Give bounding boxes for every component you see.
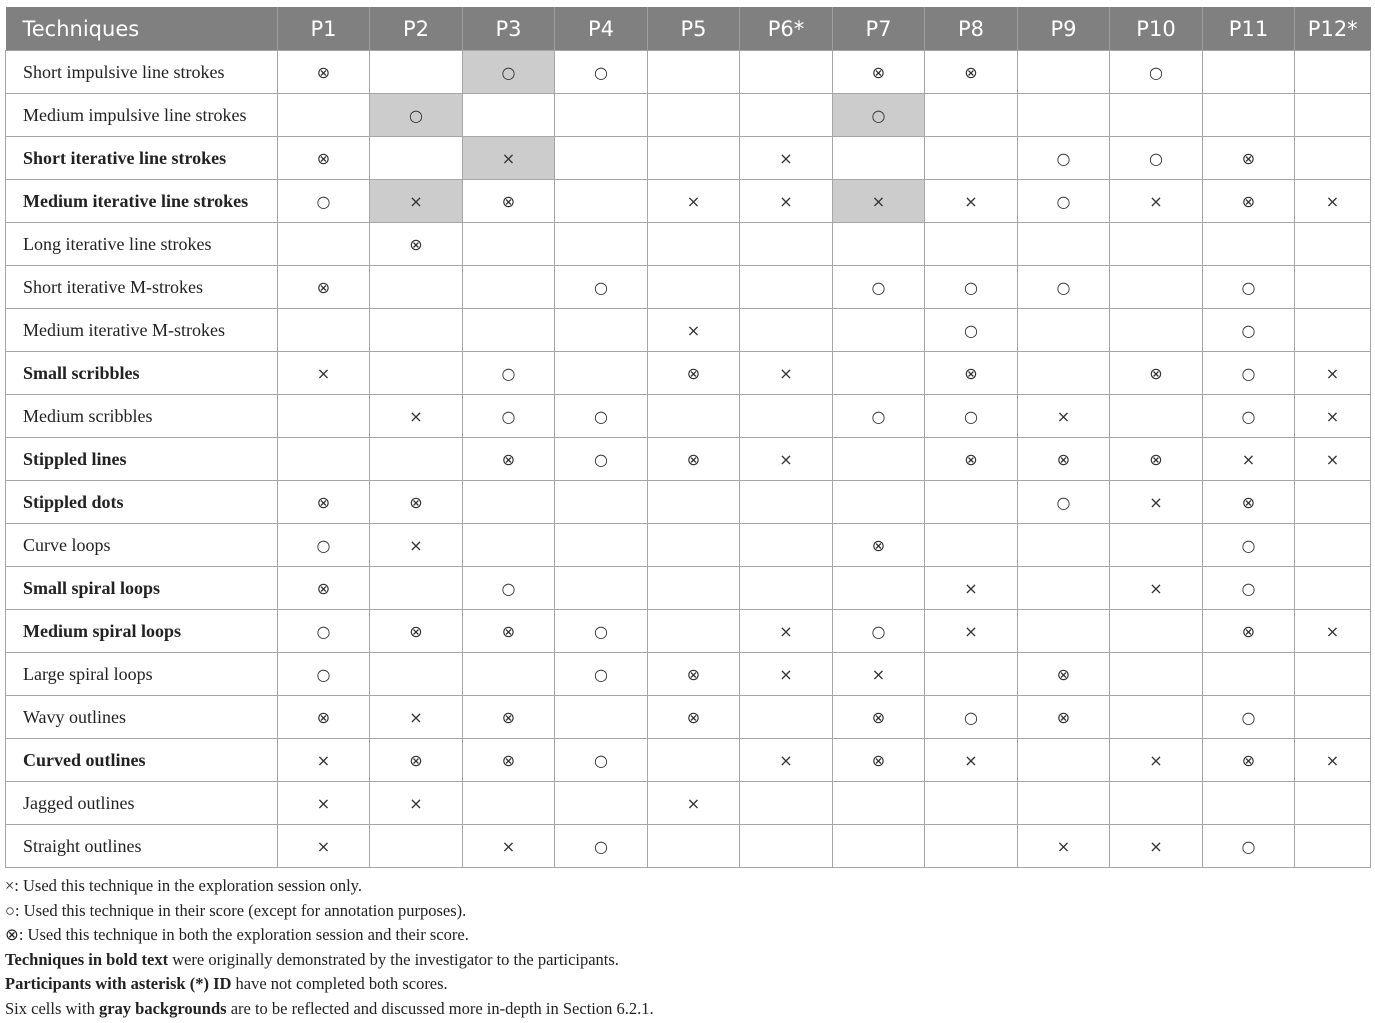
technique-label: Medium spiral loops [6,610,278,653]
table-row [6,782,1371,825]
table-row [6,352,1371,395]
technique-cell [555,352,648,395]
technique-cell [1295,481,1371,524]
technique-cell [1110,395,1203,438]
technique-cell [555,309,648,352]
technique-cell [740,567,833,610]
technique-cell [463,481,555,524]
technique-cell: ⊗ [278,481,370,524]
technique-cell [370,137,463,180]
technique-cell [1018,94,1110,137]
technique-cell: × [648,180,740,223]
technique-cell: × [1295,352,1371,395]
technique-cell: ⊗ [463,610,555,653]
technique-cell [833,438,925,481]
technique-cell: ⊗ [463,180,555,223]
table-row [6,610,1371,653]
technique-cell: × [1295,438,1371,481]
technique-cell: × [1110,180,1203,223]
technique-cell: ⊗ [833,739,925,782]
technique-cell: ○ [555,653,648,696]
footnote-circled-cross: ⊗: Used this technique in both the exploration session and their score. [5,925,469,945]
technique-label: Medium scribbles [6,395,278,438]
technique-label: Medium iterative line strokes [6,180,278,223]
technique-cell [1295,524,1371,567]
technique-cell: × [925,180,1018,223]
technique-cell [1018,782,1110,825]
technique-cell [925,137,1018,180]
technique-cell [1110,266,1203,309]
technique-cell: ○ [833,395,925,438]
technique-cell [555,481,648,524]
technique-cell [463,94,555,137]
technique-cell: ⊗ [278,266,370,309]
technique-label: Stippled lines [6,438,278,481]
technique-cell [740,696,833,739]
technique-cell: ○ [1203,266,1295,309]
footnote-gray-pre: Six cells with [5,998,99,1018]
technique-cell [740,51,833,94]
technique-cell: ⊗ [278,51,370,94]
technique-cell [278,438,370,481]
technique-cell: ○ [833,266,925,309]
technique-cell: ○ [278,653,370,696]
technique-cell: ⊗ [463,438,555,481]
technique-cell: ○ [555,610,648,653]
technique-cell: ○ [555,266,648,309]
technique-cell: ⊗ [370,610,463,653]
header-techniques: Techniques [6,7,278,51]
table-row [6,739,1371,782]
technique-cell: × [278,352,370,395]
technique-cell: ⊗ [925,438,1018,481]
technique-cell [1295,782,1371,825]
technique-cell [463,266,555,309]
technique-cell: × [833,180,925,223]
header-participant: P1 [278,7,370,51]
technique-cell [648,51,740,94]
technique-cell [1295,51,1371,94]
technique-cell [555,524,648,567]
header-participant: P4 [555,7,648,51]
table-row [6,180,1371,223]
footnote-asterisk-rest: have not completed both scores. [231,974,448,994]
technique-cell: × [740,180,833,223]
technique-cell: ○ [1203,524,1295,567]
technique-cell: ⊗ [278,137,370,180]
technique-cell: ○ [463,352,555,395]
table-row [6,567,1371,610]
technique-cell [1295,309,1371,352]
technique-cell [555,223,648,266]
table-row [6,524,1371,567]
technique-cell: ○ [1203,309,1295,352]
footnote-bold-text-strong: Techniques in bold text [5,949,169,969]
technique-cell [1295,223,1371,266]
table-row [6,653,1371,696]
technique-cell: × [1110,481,1203,524]
technique-cell: ○ [278,524,370,567]
footnote-cross: ×: Used this technique in the exploration session only. [5,876,362,895]
technique-cell [1110,309,1203,352]
table-row [6,94,1371,137]
technique-cell [555,567,648,610]
technique-cell: ⊗ [1018,653,1110,696]
technique-cell [278,94,370,137]
technique-cell [370,567,463,610]
technique-cell: × [1295,180,1371,223]
technique-cell: ○ [833,94,925,137]
technique-cell: ⊗ [648,653,740,696]
table-row [6,395,1371,438]
techniques-table [5,7,1371,868]
technique-cell [833,825,925,868]
technique-cell [740,524,833,567]
technique-cell [1110,653,1203,696]
technique-cell: ○ [555,51,648,94]
technique-cell [833,352,925,395]
table-row [6,309,1371,352]
technique-cell: ○ [1203,352,1295,395]
technique-cell [1295,696,1371,739]
header-row [6,7,1371,51]
header-participant: P5 [648,7,740,51]
table-row [6,696,1371,739]
technique-cell [648,825,740,868]
header-participant: P9 [1018,7,1110,51]
technique-cell: ⊗ [1203,610,1295,653]
technique-cell: ⊗ [278,567,370,610]
technique-cell [463,653,555,696]
technique-cell: × [925,610,1018,653]
technique-cell [370,352,463,395]
technique-cell [1018,352,1110,395]
technique-cell: ⊗ [1203,180,1295,223]
technique-label: Medium impulsive line strokes [6,94,278,137]
technique-cell [925,524,1018,567]
technique-cell [925,481,1018,524]
header-participant: P7 [833,7,925,51]
technique-cell [833,782,925,825]
technique-cell: ○ [555,739,648,782]
footnote-gray-rest: are to be reflected and discussed more in-depth in Section 6.2.1. [226,998,654,1018]
technique-label: Large spiral loops [6,653,278,696]
technique-label: Curved outlines [6,739,278,782]
technique-cell [833,137,925,180]
technique-cell [833,481,925,524]
technique-cell: ⊗ [648,696,740,739]
technique-cell [1110,524,1203,567]
technique-cell: × [1203,438,1295,481]
technique-label: Short impulsive line strokes [6,51,278,94]
technique-cell [1110,696,1203,739]
technique-cell [648,610,740,653]
technique-cell [1110,782,1203,825]
technique-cell [370,438,463,481]
technique-cell: ⊗ [463,696,555,739]
technique-cell [370,825,463,868]
technique-cell: ⊗ [1018,696,1110,739]
technique-cell: × [925,739,1018,782]
technique-cell: × [925,567,1018,610]
footnote-gray-cells [5,997,1365,1022]
table-row [6,223,1371,266]
technique-cell: × [1295,739,1371,782]
technique-cell [1110,223,1203,266]
technique-cell [833,309,925,352]
technique-label: Stippled dots [6,481,278,524]
technique-cell: ○ [1203,395,1295,438]
technique-cell [925,223,1018,266]
technique-cell: × [833,653,925,696]
technique-cell [1110,610,1203,653]
technique-cell: × [1295,395,1371,438]
technique-cell: ○ [925,309,1018,352]
technique-cell: ⊗ [370,223,463,266]
technique-cell [740,223,833,266]
technique-cell: × [648,782,740,825]
technique-cell [555,696,648,739]
header-participant: P10 [1110,7,1203,51]
technique-cell: × [370,395,463,438]
table-row [6,137,1371,180]
technique-cell [1203,51,1295,94]
technique-cell: × [370,696,463,739]
technique-label: Small scribbles [6,352,278,395]
technique-cell: × [463,825,555,868]
technique-cell [1018,223,1110,266]
technique-cell: ○ [1018,481,1110,524]
technique-cell: × [278,739,370,782]
technique-cell [1018,309,1110,352]
technique-cell: ○ [925,696,1018,739]
technique-cell: ⊗ [648,438,740,481]
technique-cell: ○ [555,438,648,481]
technique-cell [463,223,555,266]
technique-cell: ⊗ [1203,137,1295,180]
technique-cell [370,266,463,309]
header-participant: P11 [1203,7,1295,51]
technique-cell: ○ [555,395,648,438]
technique-cell [1295,266,1371,309]
technique-cell [1018,739,1110,782]
technique-cell: ⊗ [370,739,463,782]
technique-label: Curve loops [6,524,278,567]
technique-cell: ○ [1018,137,1110,180]
technique-cell: ○ [463,395,555,438]
technique-cell: × [370,180,463,223]
technique-cell: ○ [463,567,555,610]
technique-cell: × [1295,610,1371,653]
technique-cell: ⊗ [1203,739,1295,782]
technique-cell: ⊗ [1203,481,1295,524]
technique-cell: ⊗ [463,739,555,782]
technique-cell [740,309,833,352]
footnote-bold-text [5,948,1365,973]
table-body [6,51,1371,868]
technique-cell [1203,653,1295,696]
technique-cell [463,524,555,567]
technique-cell: × [278,825,370,868]
header-participant: P6* [740,7,833,51]
technique-label: Short iterative line strokes [6,137,278,180]
technique-cell [1018,610,1110,653]
technique-cell: × [278,782,370,825]
technique-cell [1203,94,1295,137]
table-row [6,481,1371,524]
table-row [6,438,1371,481]
technique-cell [463,309,555,352]
technique-cell: ○ [925,395,1018,438]
technique-cell [740,94,833,137]
table-row [6,825,1371,868]
technique-cell: × [1110,567,1203,610]
technique-cell: ⊗ [925,352,1018,395]
technique-label: Long iterative line strokes [6,223,278,266]
technique-cell [463,782,555,825]
technique-cell [1295,137,1371,180]
header-participant: P2 [370,7,463,51]
technique-cell: × [370,524,463,567]
technique-cell [740,266,833,309]
technique-cell [555,782,648,825]
table-row [6,51,1371,94]
technique-cell [740,395,833,438]
technique-cell: ⊗ [833,696,925,739]
header-participant: P8 [925,7,1018,51]
technique-cell [925,782,1018,825]
techniques-table-container [5,7,1370,868]
technique-cell: ○ [1203,567,1295,610]
table-row [6,266,1371,309]
technique-cell: ⊗ [648,352,740,395]
technique-cell: ⊗ [370,481,463,524]
technique-cell [833,223,925,266]
technique-cell: ○ [463,51,555,94]
table-footnotes [5,874,1365,1022]
technique-cell: ○ [1203,825,1295,868]
technique-label: Straight outlines [6,825,278,868]
header-participant: P12* [1295,7,1371,51]
technique-label: Medium iterative M-strokes [6,309,278,352]
technique-label: Short iterative M-strokes [6,266,278,309]
technique-cell [648,524,740,567]
technique-cell: ⊗ [1110,352,1203,395]
technique-cell: ○ [1203,696,1295,739]
technique-cell [278,309,370,352]
technique-cell: × [740,653,833,696]
technique-cell: ⊗ [1018,438,1110,481]
technique-cell: ○ [1018,180,1110,223]
technique-cell [1295,567,1371,610]
technique-cell: ○ [1018,266,1110,309]
technique-cell [925,825,1018,868]
header-participant: P3 [463,7,555,51]
technique-label: Small spiral loops [6,567,278,610]
technique-cell: ⊗ [925,51,1018,94]
technique-label: Jagged outlines [6,782,278,825]
footnote-bold-text-rest: were originally demonstrated by the investigator to the participants. [168,949,619,969]
technique-cell: × [740,739,833,782]
technique-cell [648,94,740,137]
technique-cell: ○ [278,180,370,223]
technique-cell [648,137,740,180]
technique-cell [740,481,833,524]
technique-cell [555,180,648,223]
technique-cell [1110,94,1203,137]
technique-cell [555,94,648,137]
technique-cell [370,653,463,696]
technique-cell [648,567,740,610]
technique-cell [648,223,740,266]
technique-cell: ○ [278,610,370,653]
technique-cell [648,266,740,309]
footnote-circle: ○: Used this technique in their score (except for annotation purposes). [5,900,467,920]
technique-cell: ○ [833,610,925,653]
technique-cell [278,395,370,438]
technique-cell: × [740,438,833,481]
technique-cell: × [740,610,833,653]
technique-cell: ○ [925,266,1018,309]
footnote-asterisk [5,972,1365,997]
technique-cell: ⊗ [833,524,925,567]
technique-cell [1295,653,1371,696]
technique-cell [648,481,740,524]
technique-cell: × [1018,395,1110,438]
technique-cell [370,51,463,94]
technique-cell [833,567,925,610]
technique-cell: ○ [1110,137,1203,180]
technique-cell [925,653,1018,696]
technique-cell [555,137,648,180]
technique-cell [740,825,833,868]
technique-cell: × [1110,825,1203,868]
technique-cell: ○ [555,825,648,868]
technique-cell: ⊗ [278,696,370,739]
technique-cell [1203,223,1295,266]
technique-cell: × [648,309,740,352]
technique-cell: × [370,782,463,825]
technique-cell: ○ [1110,51,1203,94]
technique-cell: × [1110,739,1203,782]
technique-cell: × [463,137,555,180]
technique-cell: ○ [370,94,463,137]
technique-cell [1018,51,1110,94]
technique-cell: ⊗ [833,51,925,94]
technique-cell [1018,524,1110,567]
technique-cell [925,94,1018,137]
technique-cell: × [740,137,833,180]
technique-cell: × [1018,825,1110,868]
footnote-gray-strong: gray backgrounds [98,998,227,1018]
technique-cell [278,223,370,266]
technique-cell [648,395,740,438]
technique-cell: × [740,352,833,395]
technique-cell [1295,825,1371,868]
footnote-asterisk-strong: Participants with asterisk (*) ID [5,974,232,994]
technique-cell [1018,567,1110,610]
technique-cell [370,309,463,352]
technique-cell [1295,94,1371,137]
technique-cell [740,782,833,825]
technique-cell [648,739,740,782]
technique-cell [1203,782,1295,825]
technique-cell: ⊗ [1110,438,1203,481]
technique-label: Wavy outlines [6,696,278,739]
